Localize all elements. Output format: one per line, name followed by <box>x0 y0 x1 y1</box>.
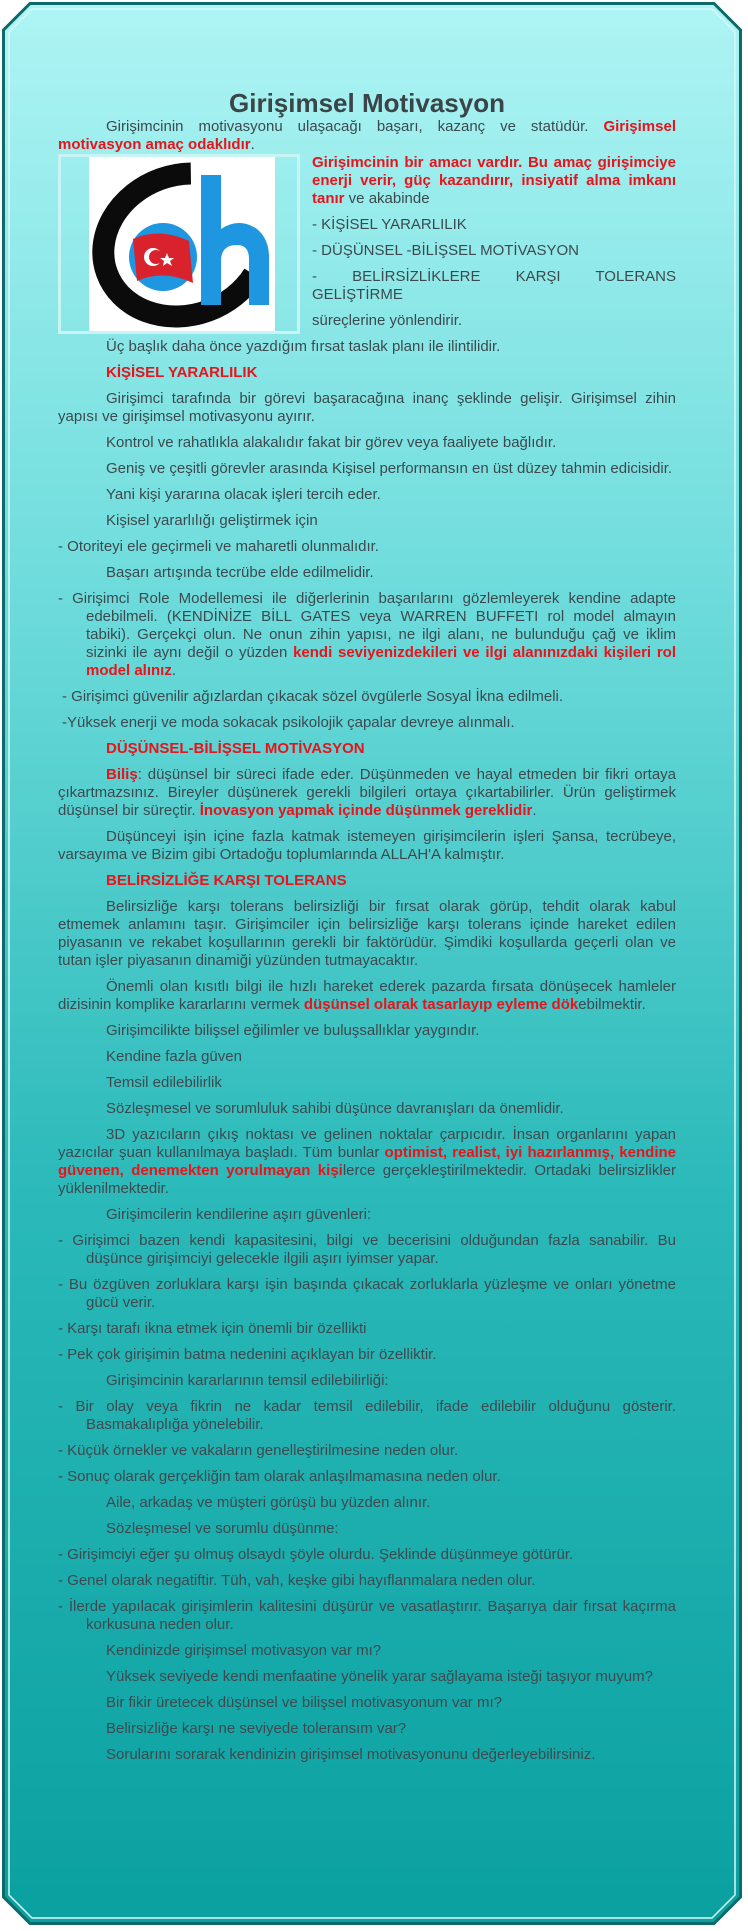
s3-paragraph-10: - Bu özgüven zorluklara karşı işin başında çıkacak zorluklarla yüzleşme ve onları yönetme gücü verir. <box>58 1276 676 1311</box>
s3-paragraph-13: Girişimcinin kararlarının temsil edilebilirliği: <box>106 1372 389 1389</box>
logo-image <box>89 157 275 331</box>
s3-paragraph-22: Kendinizde girişimsel motivasyon var mı? <box>106 1642 382 1659</box>
s1-paragraph-1: Girişimci tarafında bir görevi başaracağına inanç şeklinde gelişir. Girişimsel zihin yapısı ve girişimsel motivasyonu ayırır. <box>58 390 676 425</box>
logo-frame <box>58 154 300 334</box>
s3-paragraph-25: Belirsizliğe karşı ne seviyede toleransım var? <box>106 1720 407 1737</box>
s3-paragraph-15: - Küçük örnekler ve vakaların genelleştirilmesine neden olur. <box>58 1442 459 1459</box>
s3-paragraph-24: Bir fikir üretecek düşünsel ve bilişsel motivasyonum var mı? <box>106 1694 502 1711</box>
intro-paragraph: Girişimcinin motivasyonu ulaşacağı başarı, kazanç ve statüdür. Girişimsel motivasyon amaç odaklıdır. <box>58 118 676 153</box>
s3-paragraph-26: Sorularını sorarak kendinizin girişimsel motivasyonunu değerleyebilirsiniz. <box>106 1746 596 1763</box>
intro-after-2: Üç başlık daha önce yazdığım fırsat taslak planı ile ilintilidir. <box>106 338 501 355</box>
s3-paragraph-9: - Girişimci bazen kendi kapasitesini, bilgi ve becerisini olduğundan fazla sanabilir. Bu düşünce girişimciyi gelecekle ilgili aşırı iyimser yapar. <box>58 1232 676 1267</box>
s2-paragraph-1: Biliş: düşünsel bir süreci ifade eder. Düşünmeden ve hayal etmeden bir fikri ortaya çıkartmazsınız. Bireyler düşünerek gerekli bilgileri ortaya çıkartabilirler. Ürün geliştirmek düşünsel bir süreçtir. İnovasyon yapmak içinde düşünmek gereklidir. <box>58 766 676 819</box>
s3-paragraph-6: Sözleşmesel ve sorumluluk sahibi düşünce davranışları da önemlidir. <box>106 1100 564 1117</box>
s3-paragraph-21: - İlerde yapılacak girişimlerin kalitesini düşürür ve vasatlaştırır. Başarıya dair fırsat kaçırma korkusuna neden olur. <box>58 1598 676 1633</box>
article <box>58 88 676 1772</box>
s3-paragraph-1: Belirsizliğe karşı tolerans belirsizliği bir fırsat olarak görüp, tehdit olarak kabul etmemek anlamını taşır. Girişimciler için belirsizliğe karşı tolerans içinde hareket edilen piyasanın ve rekabet koşullarının gerekli bir faktörüdür. Şimdiki koşullarda geçerli olan ve tutan işler piyasanın dinamiği yüzünden tutmayacaktır. <box>58 898 676 969</box>
intro-continued: Girişimcinin bir amacı vardır. Bu amaç girişimciye enerji verir, güç kazandırır, insiyatif alma imkanı tanır ve akabinde <box>312 154 676 207</box>
s1-paragraph-10: -Yüksek enerji ve moda sokacak psikolojik çapalar devreye alınmalı. <box>62 714 515 731</box>
s3-paragraph-20: - Genel olarak negatiftir. Tüh, vah, keşke gibi hayıflanmalara neden olur. <box>58 1572 536 1589</box>
s3-paragraph-3: Girişimcilikte bilişsel eğilimler ve buluşsallıklar yaygındır. <box>106 1022 480 1039</box>
intro-list-item-1: - KİŞİSEL YARARLILIK <box>312 216 467 233</box>
s1-paragraph-2: Kontrol ve rahatlıkla alakalıdır fakat bir görev veya faaliyete bağlıdır. <box>106 434 557 451</box>
s2-paragraph-2: Düşünceyi işin içine fazla katmak istemeyen girişimcilerin işleri Şansa, tecrübeye, varsayıma ve Bizim gibi Ortadoğu toplumlarında ALLAH'A kalmıştır. <box>58 828 676 863</box>
s3-paragraph-2: Önemli olan kısıtlı bilgi ile hızlı hareket ederek pazarda fırsata dönüşecek hamleler dizisinin komplike kararlarını vermek düşünsel olarak tasarlayıp eyleme dökebilmektir. <box>58 978 676 1013</box>
intro-after-1: süreçlerine yönlendirir. <box>312 312 463 329</box>
s3-paragraph-8: Girişimcilerin kendilerine aşırı güvenleri: <box>106 1206 372 1223</box>
s3-paragraph-18: Sözleşmesel ve sorumlu düşünme: <box>106 1520 339 1537</box>
s1-paragraph-3: Geniş ve çeşitli görevler arasında Kişisel performansın en üst düzey tahmin edicisidir. <box>106 460 673 477</box>
s1-paragraph-7: Başarı artışında tecrübe elde edilmelidir. <box>106 564 374 581</box>
intro-list-item-2: - DÜŞÜNSEL -BİLİŞSEL MOTİVASYON <box>312 242 580 259</box>
intro-list-item-3: - BELİRSİZLİKLERE KARŞI TOLERANS GELİŞTİRME <box>312 268 676 303</box>
s3-paragraph-5: Temsil edilebilirlik <box>106 1074 222 1091</box>
s1-paragraph-9: - Girişimci güvenilir ağızlardan çıkacak sözel övgülerle Sosyal İkna edilmeli. <box>62 688 564 705</box>
section-heading-dusunsel: DÜŞÜNSEL-BİLİŞSEL MOTİVASYON <box>106 740 365 757</box>
s1-paragraph-8: - Girişimci Role Modellemesi ile diğerlerinin başarılarını gözlemleyerek kendine adapte edebilmeli. (KENDİNİZE BİLL GATES veya WARREN BUFFETI rol model almayın tabiki). Gerçekçi olun. Ne onun zihin yapısı, ne ilgi alanı, ne bulunduğu çağ ve iklim sizinki ile aynı değil o yüzden kendi seviyenizdekileri ve ilgi alanınızdaki kişileri rol model alınız. <box>58 590 677 679</box>
s1-paragraph-6: - Otoriteyi ele geçirmeli ve maharetli olunmalıdır. <box>58 538 379 555</box>
s3-paragraph-4: Kendine fazla güven <box>106 1048 242 1065</box>
s3-paragraph-12: - Pek çok girişimin batma nedenini açıklayan bir özelliktir. <box>58 1346 437 1363</box>
s3-paragraph-14: - Bir olay veya fikrin ne kadar temsil edilebilir, ifade edilebilir olduğunu gösterir. Basmakalıplığa yönelebilir. <box>58 1398 676 1433</box>
s3-paragraph-17: Aile, arkadaş ve müşteri görüşü bu yüzden alınır. <box>106 1494 431 1511</box>
logo <box>89 157 275 331</box>
s3-paragraph-7: 3D yazıcıların çıkış noktası ve gelinen noktalar çarpıcıdır. İnsan organlarını yapan yazıcılar şuan kullanılmaya başladı. Tüm bunlar optimist, realist, iyi hazırlanmış, kendine güvenen, denemekten yorulmayan kişilerce gerçekleştirilmektedir. Ortadaki belirsizlikler yüklenilmektedir. <box>58 1126 676 1197</box>
s3-paragraph-16: - Sonuç olarak gerçekliğin tam olarak anlaşılmamasına neden olur. <box>58 1468 501 1485</box>
s3-paragraph-23: Yüksek seviyede kendi menfaatine yönelik yarar sağlayama isteği taşıyor muyum? <box>106 1668 653 1685</box>
section-heading-belirsizlik: BELİRSİZLİĞE KARŞI TOLERANS <box>106 872 347 889</box>
page-title: Girişimsel Motivasyon <box>229 88 505 118</box>
s3-paragraph-19: - Girişimciyi eğer şu olmuş olsaydı şöyle olurdu. Şeklinde düşünmeye götürür. <box>58 1546 574 1563</box>
section-heading-kisisel: KİŞİSEL YARARLILIK <box>106 364 258 381</box>
s1-paragraph-4: Yani kişi yararına olacak işleri tercih eder. <box>106 486 381 503</box>
s1-paragraph-5: Kişisel yararlılığı geliştirmek için <box>106 512 318 529</box>
s3-paragraph-11: - Karşı tarafı ikna etmek için önemli bir özellikti <box>58 1320 367 1337</box>
